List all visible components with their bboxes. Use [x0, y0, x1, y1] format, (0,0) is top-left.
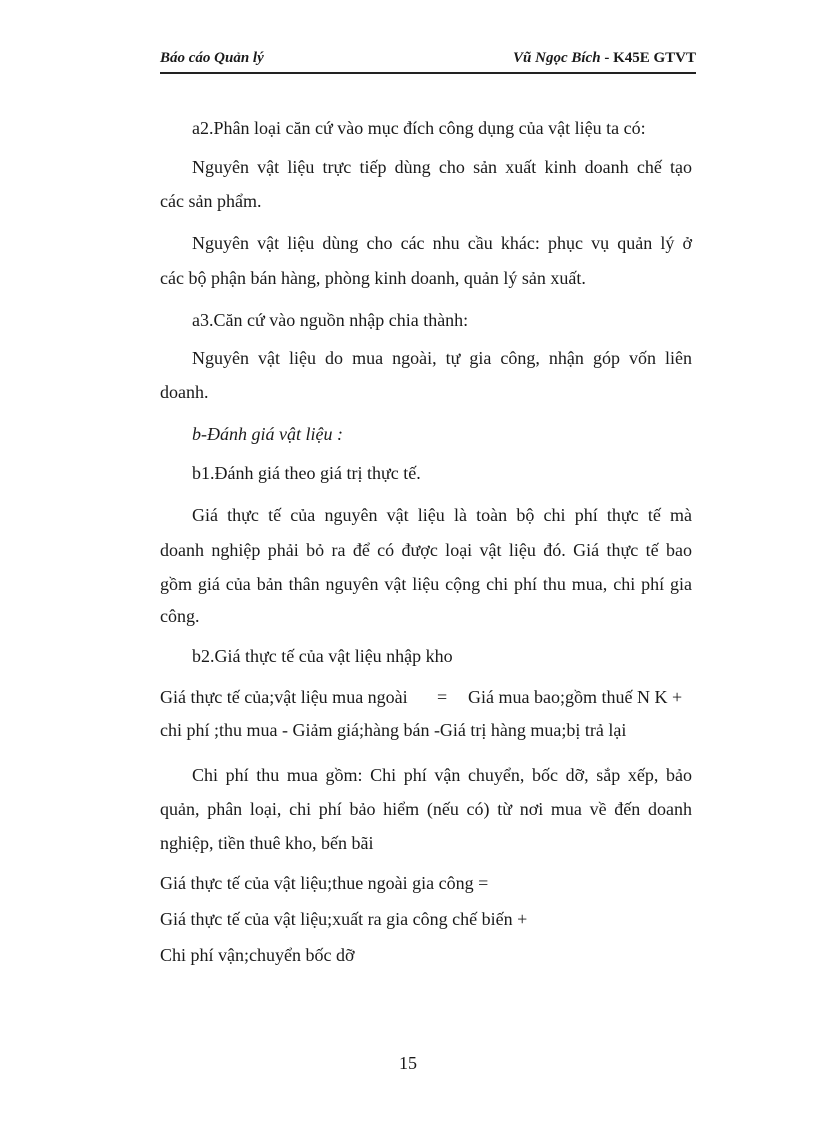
text-line: công. [160, 606, 200, 626]
text-line: a2.Phân loại căn cứ vào mục đích công dụng của vật liệu ta có: [192, 118, 646, 138]
text-line: doanh nghiệp phải bỏ ra để có được loại vật liệu đó. Giá thực tế bao [160, 540, 692, 560]
text-line: b1.Đánh giá theo giá trị thực tế. [192, 463, 421, 483]
text-line: Nguyên vật liệu dùng cho các nhu cầu khác: phục vụ quản lý ở [192, 233, 692, 253]
text-line: Chi phí thu mua gồm: Chi phí vận chuyển, bốc dỡ, sắp xếp, bảo [192, 765, 692, 785]
formula-right: Giá mua bao;gồm thuế N K + [468, 687, 683, 707]
text-line: a3.Căn cứ vào nguồn nhập chia thành: [192, 310, 469, 330]
text-line: doanh. [160, 382, 209, 402]
author-class: K45E GTVT [613, 50, 696, 66]
formula-left: Giá thực tế của;vật liệu mua ngoài [160, 687, 408, 707]
formula-line: Giá thực tế của vật liệu;xuất ra gia công chế biến + [160, 909, 528, 929]
author-separator: - [600, 50, 614, 66]
text-line: Nguyên vật liệu trực tiếp dùng cho sản xuất kinh doanh chế tạo [192, 157, 692, 177]
author-name: Vũ Ngọc Bích [513, 50, 601, 66]
formula-line: Giá thực tế của vật liệu;thue ngoài gia công = [160, 873, 489, 893]
header-title: Báo cáo Quản lý [160, 50, 264, 66]
section-heading: b-Đánh giá vật liệu : [192, 424, 343, 444]
header-author [513, 50, 696, 67]
text-line: b2.Giá thực tế của vật liệu nhập kho [192, 646, 453, 666]
text-line: gồm giá của bản thân nguyên vật liệu cộng chi phí thu mua, chi phí gia [160, 574, 692, 594]
text-line: Giá thực tế của nguyên vật liệu là toàn bộ chi phí thực tế mà [192, 505, 692, 525]
formula-line: Chi phí vận;chuyển bốc dỡ [160, 945, 355, 965]
text-line: Nguyên vật liệu do mua ngoài, tự gia công, nhận góp vốn liên [192, 348, 692, 368]
page-header [160, 48, 696, 74]
text-line: các bộ phận bán hàng, phòng kinh doanh, quản lý sản xuất. [160, 268, 586, 288]
text-line: quản, phân loại, chi phí bảo hiểm (nếu có) từ nơi mua về đến doanh [160, 799, 692, 819]
page-number: 15 [399, 1053, 417, 1073]
text-line: nghiệp, tiền thuê kho, bến bãi [160, 833, 374, 853]
text-line: các sản phẩm. [160, 191, 262, 211]
formula-equals: = [437, 687, 448, 707]
formula-line: chi phí ;thu mua - Giảm giá;hàng bán -Giá trị hàng mua;bị trả lại [160, 720, 627, 740]
